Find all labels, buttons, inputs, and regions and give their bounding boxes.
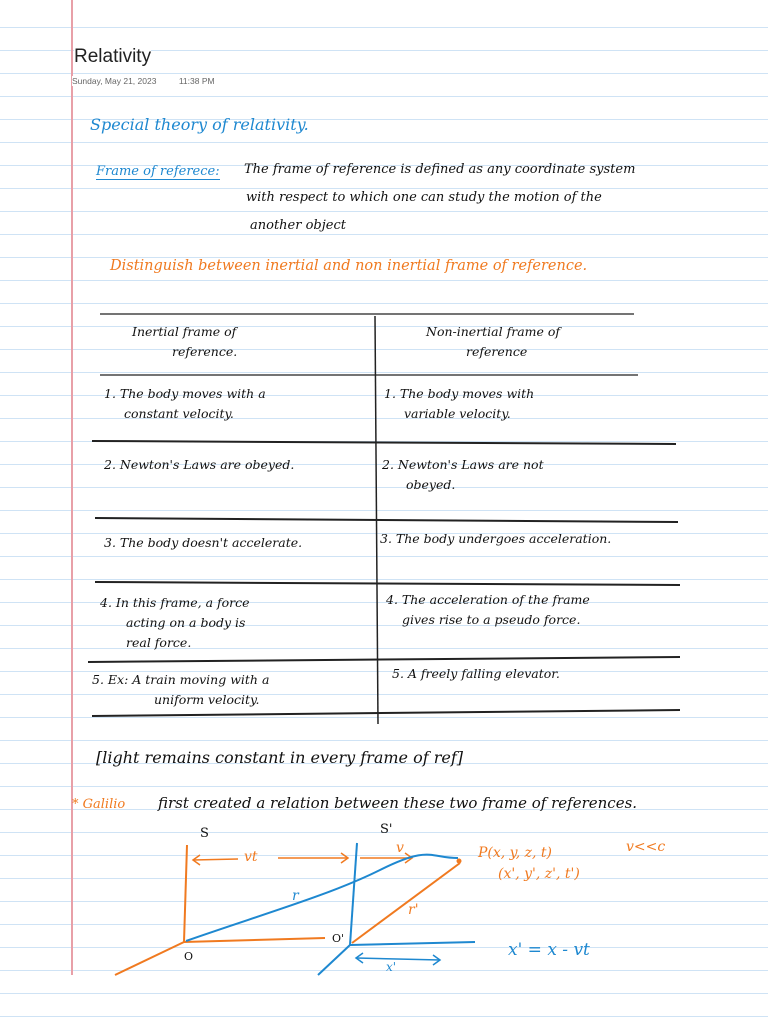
page-time: 11:38 PM (178, 76, 215, 86)
point-p-prime-label: (x', y', z', t') (498, 866, 580, 882)
point-p (457, 859, 462, 864)
cell-text: uniform velocity. (154, 692, 260, 707)
r-vector (186, 855, 458, 941)
cell-text: 1. The body moves with a (104, 386, 266, 401)
frame-s-prime-label: S' (380, 822, 393, 837)
origin-o-label: O (184, 950, 194, 963)
x-prime-label: x' (386, 960, 397, 974)
cell-text: 1. The body moves with (384, 386, 535, 401)
table-header-inertial-line-2: reference. (172, 344, 238, 359)
cell-text: 2. Newton's Laws are not (382, 457, 544, 472)
galilio-label: * Galilio (72, 797, 126, 812)
cell-text: variable velocity. (404, 406, 511, 421)
light-note: [light remains constant in every frame of ref] (96, 748, 463, 767)
cell-text: 5. Ex: A train moving with a (92, 672, 270, 687)
vt-label: vt (244, 849, 258, 865)
s-prime-frame-y-axis (350, 843, 357, 945)
s-frame-z-axis (115, 942, 184, 975)
cell-text: 3. The body doesn't accelerate. (104, 535, 303, 550)
cell-text: constant velocity. (124, 406, 234, 421)
cell-text: 4. The acceleration of the frame (386, 592, 590, 607)
galilean-equation: x' = x - vt (508, 940, 590, 960)
page-date: Sunday, May 21, 2023 (72, 76, 157, 86)
page-title[interactable]: Relativity (74, 46, 152, 67)
s-prime-frame-x-axis (350, 942, 475, 945)
cell-text: 4. In this frame, a force (100, 595, 250, 610)
cell-text: 2. Newton's Laws are obeyed. (104, 457, 295, 472)
s-frame-y-axis (184, 845, 187, 942)
s-frame-x-axis (184, 938, 325, 942)
r-label: r (292, 888, 299, 904)
cell-text: 5. A freely falling elevator. (392, 666, 560, 681)
cell-text: gives rise to a pseudo force. (402, 612, 581, 627)
table-header-inertial-line-1: Inertial frame of (132, 324, 237, 339)
definition-line-2: with respect to which one can study the motion of the (246, 190, 602, 205)
definition-line-3: another object (250, 218, 346, 233)
definition-term: Frame of referece: (96, 164, 220, 179)
cell-text: acting on a body is (126, 615, 246, 630)
s-prime-frame-z-axis (318, 945, 350, 975)
cell-text: obeyed. (406, 477, 456, 492)
table-header-non-inertial-line-1: Non-inertial frame of (426, 324, 561, 339)
r-prime-label: r' (408, 902, 419, 918)
origin-o-prime-label: O' (332, 932, 345, 945)
cell-text: 3. The body undergoes acceleration. (380, 531, 612, 546)
point-p-label: P(x, y, z, t) (478, 845, 552, 861)
definition-line-1: The frame of reference is defined as any coordinate system (244, 162, 636, 177)
question-heading: Distinguish between inertial and non inertial frame of reference. (110, 258, 588, 274)
velocity-condition: v<<c (626, 839, 666, 855)
v-label: v (396, 840, 404, 856)
galilio-text: first created a relation between these two frame of references. (158, 794, 638, 812)
section-heading: Special theory of relativity. (90, 115, 309, 134)
table-header-non-inertial-line-2: reference (466, 344, 528, 359)
frame-s-label: S (200, 826, 209, 841)
cell-text: real force. (126, 635, 192, 650)
